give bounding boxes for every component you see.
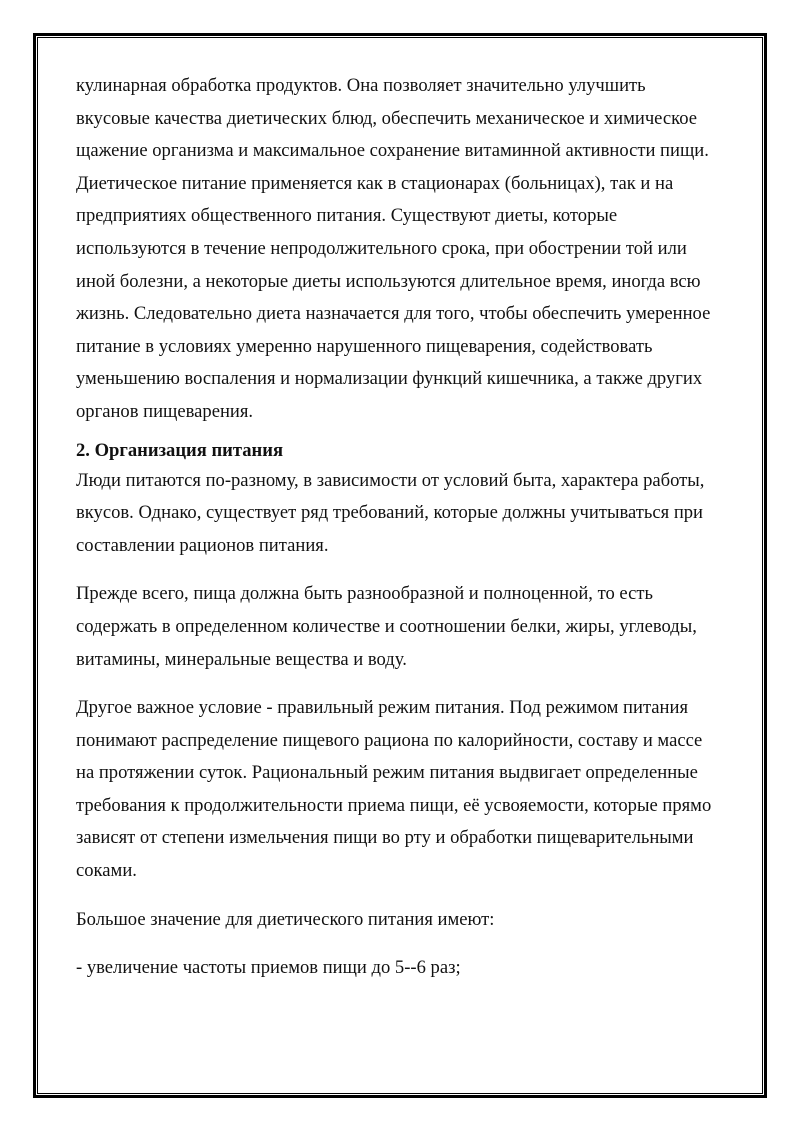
- text-line: используются в течение непродолжительного срока, при обострении той или: [76, 237, 687, 259]
- text-line: на протяжении суток. Рациональный режим питания выдвигает определенные: [76, 762, 698, 784]
- paragraph-2: [76, 578, 726, 676]
- list-item: - увеличение частоты приемов пищи до 5--6 раз;: [76, 957, 461, 979]
- intro-paragraph: [76, 70, 726, 429]
- text-line: витамины, минеральные вещества и воду.: [76, 648, 407, 670]
- text-line: иной болезни, а некоторые диеты используются длительное время, иногда всю: [76, 270, 701, 292]
- text-line: требования к продолжительности приема пищи, её усвояемости, которые прямо: [76, 794, 712, 816]
- paragraph-3: [76, 692, 726, 888]
- document-body: [76, 70, 726, 985]
- text-line: вкусов. Однако, существует ряд требований, которые должны учитываться при: [76, 502, 704, 524]
- text-line: органов пищеварения.: [76, 400, 254, 422]
- text-line: Диетическое питание применяется как в стационарах (больницах), так и на: [76, 172, 674, 194]
- text-line: предприятиях общественного питания. Существуют диеты, которые: [76, 205, 618, 227]
- text-line: уменьшению воспаления и нормализации функций кишечника, а также других: [76, 368, 703, 390]
- paragraph-4: Большое значение для диетического питания имеют:: [76, 908, 495, 930]
- text-line: понимают распределение пищевого рациона по калорийности, составу и массе: [76, 729, 703, 751]
- text-line: Прежде всего, пища должна быть разнообразной и полноценной, то есть: [76, 583, 653, 605]
- text-line: Люди питаются по-разному, в зависимости от условий быта, характера работы,: [76, 469, 705, 491]
- text-line: жизнь. Следовательно диета назначается для того, чтобы обеспечить умеренное: [76, 303, 711, 325]
- paragraph-1: [76, 465, 726, 563]
- text-line: составлении рационов питания.: [76, 534, 329, 556]
- text-line: кулинарная обработка продуктов. Она позволяет значительно улучшить: [76, 75, 646, 96]
- text-line: питание в условиях умеренно нарушенного пищеварения, содействовать: [76, 335, 653, 357]
- text-line: зависят от степени измельчения пищи во рту и обработки пищеварительными: [76, 827, 694, 849]
- text-line: щажение организма и максимальное сохранение витаминной активности пищи.: [76, 140, 709, 162]
- text-line: Другое важное условие - правильный режим питания. Под режимом питания: [76, 697, 689, 719]
- text-line: вкусовые качества диетических блюд, обеспечить механическое и химическое: [76, 107, 698, 129]
- text-line: соками.: [76, 860, 137, 882]
- section-heading: 2. Организация питания: [76, 439, 284, 461]
- text-line: содержать в определенном количестве и соотношении белки, жиры, углеводы,: [76, 615, 697, 637]
